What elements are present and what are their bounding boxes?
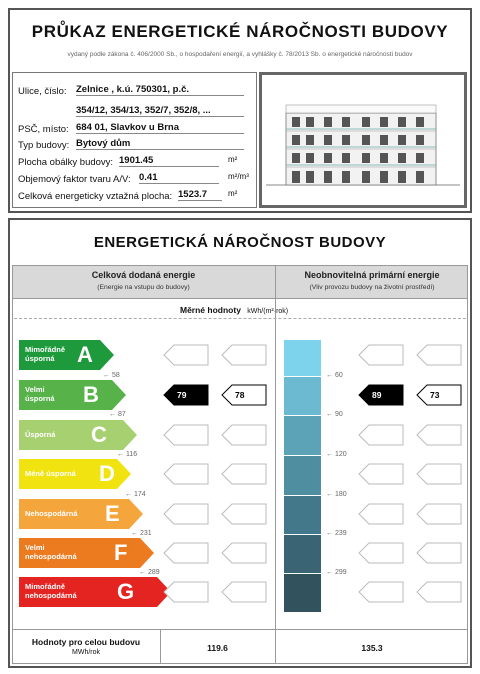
left-threshold-label: ← 174 — [125, 491, 146, 498]
indicator-current — [358, 384, 404, 406]
right-threshold-label: ← 299 — [326, 569, 347, 576]
grade-letter: C — [91, 422, 107, 447]
left-threshold-label: ← 58 — [103, 372, 120, 379]
document-title: PRŮKAZ ENERGETICKÉ NÁROČNOSTI BUDOVY — [31, 22, 449, 41]
indicator-slot-empty — [358, 503, 404, 525]
primary-energy-bar-segment — [284, 574, 321, 612]
area-unit: m² — [228, 189, 238, 198]
grade-letter: E — [105, 501, 120, 526]
building-drawing-image — [262, 75, 464, 205]
right-threshold-label: ← 239 — [326, 530, 347, 537]
indicator-slot-empty — [221, 581, 267, 603]
left-threshold-label: ← 116 — [117, 451, 138, 458]
indicator-slot-empty — [163, 344, 209, 366]
indicator-slot-empty — [416, 581, 462, 603]
zip-value: 684 01, Slavkov u Brna — [76, 122, 244, 134]
indicator-slot-empty — [163, 503, 209, 525]
grade-b — [19, 380, 126, 410]
indicator-slot-empty — [221, 542, 267, 564]
svg-text:89: 89 — [372, 390, 382, 400]
grade-label: Mimořádně nehospodárná — [25, 582, 77, 600]
right-threshold-label: ← 120 — [326, 451, 347, 458]
primary-energy-bar-segment — [284, 377, 321, 416]
indicator-slot-empty — [358, 463, 404, 485]
shape-value: 0.41 — [139, 172, 219, 184]
indicator-slot-empty — [163, 542, 209, 564]
area-value: 1523.7 — [178, 189, 222, 201]
street-label: Ulice, číslo: — [18, 86, 67, 97]
primary-energy-bar-segment — [284, 496, 321, 535]
footer-label: Hodnoty pro celou budovu — [31, 637, 141, 647]
indicator-slot-empty — [163, 581, 209, 603]
right-column-subheading: (Vliv provozu budovy na životní prostředí) — [309, 284, 435, 291]
type-value: Bytový dům — [76, 138, 244, 150]
grade-label: Méně úsporná — [25, 468, 76, 478]
unit-value: kWh/(m²·rok) — [247, 308, 289, 315]
energy-section-title: ENERGETICKÁ NÁROČNOST BUDOVY — [93, 234, 387, 251]
indicator-slot-empty — [416, 542, 462, 564]
grade-d — [19, 459, 131, 489]
indicator-slot-empty — [358, 581, 404, 603]
building-image-frame — [259, 72, 467, 208]
indicator-reference — [221, 384, 267, 406]
grade-a — [19, 340, 114, 370]
grade-c — [19, 420, 137, 450]
indicator-slot-empty — [416, 424, 462, 446]
left-threshold-label: ← 87 — [109, 411, 126, 418]
right-column-heading: Neobnovitelná primární energie — [304, 270, 440, 280]
unit-label: Měrné hodnoty — [180, 305, 241, 315]
shape-label: Objemový faktor tvaru A/V: — [18, 174, 131, 185]
footer-left-value: 119.6 — [207, 643, 228, 653]
grade-letter: A — [77, 342, 93, 367]
street-value-2: 354/12, 354/13, 352/7, 352/8, ... — [76, 105, 244, 117]
indicator-slot-empty — [221, 463, 267, 485]
grade-f — [19, 538, 154, 568]
envelope-label: Plocha obálky budovy: — [18, 157, 114, 168]
grade-g — [19, 577, 171, 607]
grade-label: Velmi úsporná — [25, 385, 55, 403]
area-label: Celková energeticky vztažná plocha: — [18, 191, 173, 202]
grade-letter: D — [99, 461, 115, 486]
shape-unit: m²/m³ — [228, 172, 249, 181]
primary-energy-bar-segment — [284, 416, 321, 456]
left-threshold-label: ← 289 — [139, 569, 160, 576]
indicator-slot-empty — [358, 542, 404, 564]
grade-letter: F — [114, 540, 128, 565]
indicator-slot-empty — [221, 344, 267, 366]
left-column-heading: Celková dodaná energie — [91, 270, 196, 280]
footer-right-value: 135.3 — [361, 643, 383, 653]
grade-label: Velmi nehospodárná — [25, 543, 77, 561]
type-label: Typ budovy: — [18, 140, 70, 151]
zip-label: PSČ, místo: — [18, 124, 69, 135]
envelope-value: 1901.45 — [119, 155, 219, 167]
right-threshold-label: ← 60 — [326, 372, 343, 379]
footer-unit: MWh/rok — [72, 649, 100, 656]
indicator-slot-empty — [163, 424, 209, 446]
left-column-subheading: (Energie na vstupu do budovy) — [97, 284, 190, 291]
indicator-slot-empty — [416, 503, 462, 525]
primary-energy-bar-segment — [284, 535, 321, 574]
svg-text:78: 78 — [235, 390, 245, 400]
indicator-slot-empty — [416, 463, 462, 485]
grade-label: Nehospodárná — [25, 508, 78, 518]
indicator-slot-empty — [163, 463, 209, 485]
indicator-current — [163, 384, 209, 406]
svg-text:73: 73 — [430, 390, 440, 400]
indicator-reference — [416, 384, 462, 406]
primary-energy-bar-segment — [284, 456, 321, 496]
left-threshold-label: ← 231 — [131, 530, 152, 537]
primary-energy-bar-segment — [284, 340, 321, 377]
grade-letter: B — [83, 382, 99, 407]
indicator-slot-empty — [221, 503, 267, 525]
svg-text:79: 79 — [177, 390, 187, 400]
grade-e — [19, 499, 143, 529]
right-threshold-label: ← 180 — [326, 491, 347, 498]
street-row — [18, 86, 67, 97]
indicator-slot-empty — [358, 424, 404, 446]
right-threshold-label: ← 90 — [326, 411, 343, 418]
document-subtitle: vydaný podle zákona č. 406/2000 Sb., o hospodaření energií, a vyhlášky č. 78/2013 Sb. o energetické náročnosti budov — [67, 51, 413, 58]
indicator-slot-empty — [221, 424, 267, 446]
street-value-1: Zelnice , k.ú. 750301, p.č. — [76, 84, 244, 96]
indicator-slot-empty — [416, 344, 462, 366]
grade-letter: G — [117, 579, 135, 604]
indicator-slot-empty — [358, 344, 404, 366]
grade-label: Úsporná — [25, 429, 56, 439]
grade-label: Mimořádně úsporná — [25, 345, 66, 363]
envelope-unit: m² — [228, 155, 238, 164]
